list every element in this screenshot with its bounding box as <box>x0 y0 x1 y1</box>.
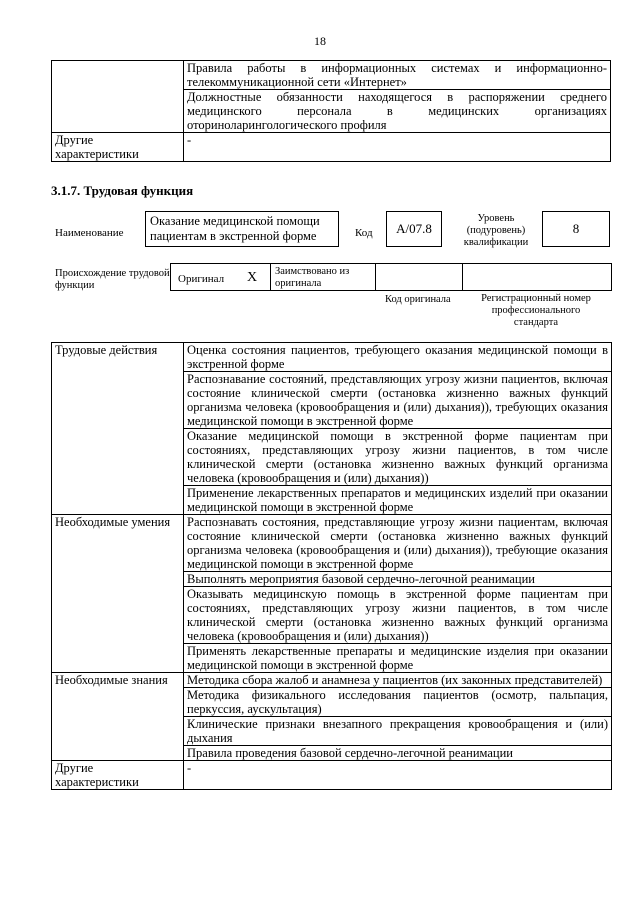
labor-function-table <box>51 342 612 790</box>
row-label: Трудовые действия <box>52 343 184 515</box>
row-label: Другие характеристики <box>52 761 184 790</box>
table-cell: Правила работы в информационных системах и информационно-телекоммуникационной сети «Интернет» <box>184 61 611 90</box>
table-row <box>52 61 611 90</box>
table-cell: Оказывать медицинскую помощь в экстренной форме пациентам при состояниях, представляющих угрозу жизни пациентов, в том числе клинической смерти (остановка жизненно важных функций организма человека (кровообращения и (или) дыхания)) <box>184 587 612 644</box>
empty-label-cell <box>52 61 184 133</box>
origin-label: Происхождение трудовой функции <box>55 268 170 291</box>
table-cell: Методика сбора жалоб и анамнеза у пациентов (их законных представителей) <box>184 673 612 688</box>
table-cell: Применять лекарственные препараты и медицинские изделия при оказании медицинской помощи в экстренной форме <box>184 644 612 673</box>
table-row <box>52 133 611 162</box>
code-box <box>386 211 442 247</box>
table-cell: Методика физикального исследования пациентов (осмотр, пальпация, перкуссия, аускультация) <box>184 688 612 717</box>
page-number: 18 <box>314 34 326 48</box>
previous-function-table <box>51 60 611 162</box>
table-row <box>52 673 612 688</box>
table-cell: Оценка состояния пациентов, требующего оказания медицинской помощи в экстренной форме <box>184 343 612 372</box>
level-value: 8 <box>572 221 580 236</box>
table-cell: Применение лекарственных препаратов и медицинских изделий при оказании медицинской помощи в экстренной форме <box>184 486 612 515</box>
level-box <box>542 211 610 247</box>
row-label: Другие характеристики <box>52 133 184 162</box>
original-label: Оригинал <box>178 273 225 285</box>
reg-number-label: Регистрационный номер профессионального стандарта <box>481 293 591 328</box>
table-cell: Клинические признаки внезапного прекращения кровообращения и (или) дыхания <box>184 717 612 746</box>
function-name: Оказание медицинской помощи пациентам в экстренной форме <box>150 214 320 243</box>
function-name-box <box>145 211 339 247</box>
row-label: Необходимые знания <box>52 673 184 761</box>
table-row <box>52 515 612 572</box>
code-value: А/07.8 <box>396 221 432 236</box>
divider <box>375 263 376 291</box>
table-cell: - <box>184 761 612 790</box>
table-cell: Выполнять мероприятия базовой сердечно-легочной реанимации <box>184 572 612 587</box>
row-label: Необходимые умения <box>52 515 184 673</box>
divider <box>462 263 463 291</box>
code-label: Код <box>355 227 373 239</box>
table-cell: Должностные обязанности находящегося в распоряжении среднего медицинского персонала в медицинских организациях оториноларингологического профиля <box>184 90 611 133</box>
borrowed-label: Заимствовано из оригинала <box>275 266 350 289</box>
table-row <box>52 761 612 790</box>
origin-box <box>170 263 612 291</box>
name-label: Наименование <box>55 227 124 239</box>
original-mark: X <box>247 270 258 285</box>
table-cell: Распознавать состояния, представляющие угрозу жизни пациентам, включая состояние клинической смерти (остановка жизненно важных функций организма человека (кровообращения и (или) дыхания)), требующие оказания медицинской помощи в экстренной форме <box>184 515 612 572</box>
section-title: 3.1.7. Трудовая функция <box>51 183 194 198</box>
code-original-label: Код оригинала <box>385 294 451 305</box>
table-cell: Оказание медицинской помощи в экстренной форме пациентам при состояниях, представляющих угрозу жизни пациентов, в том числе клинической смерти (остановка жизненно важных функций организма человека (кровообращения и (или) дыхания)) <box>184 429 612 486</box>
table-row <box>52 343 612 372</box>
divider <box>270 263 271 291</box>
level-label: Уровень (подуровень) квалификации <box>463 213 529 248</box>
table-cell: Правила проведения базовой сердечно-легочной реанимации <box>184 746 612 761</box>
table-cell: - <box>184 133 611 162</box>
table-cell: Распознавание состояний, представляющих угрозу жизни пациентов, включая состояние клинической смерти (остановка жизненно важных функций организма человека (кровообращения и (или) дыхания)), требующих оказания медицинской помощи в экстренной форме <box>184 372 612 429</box>
